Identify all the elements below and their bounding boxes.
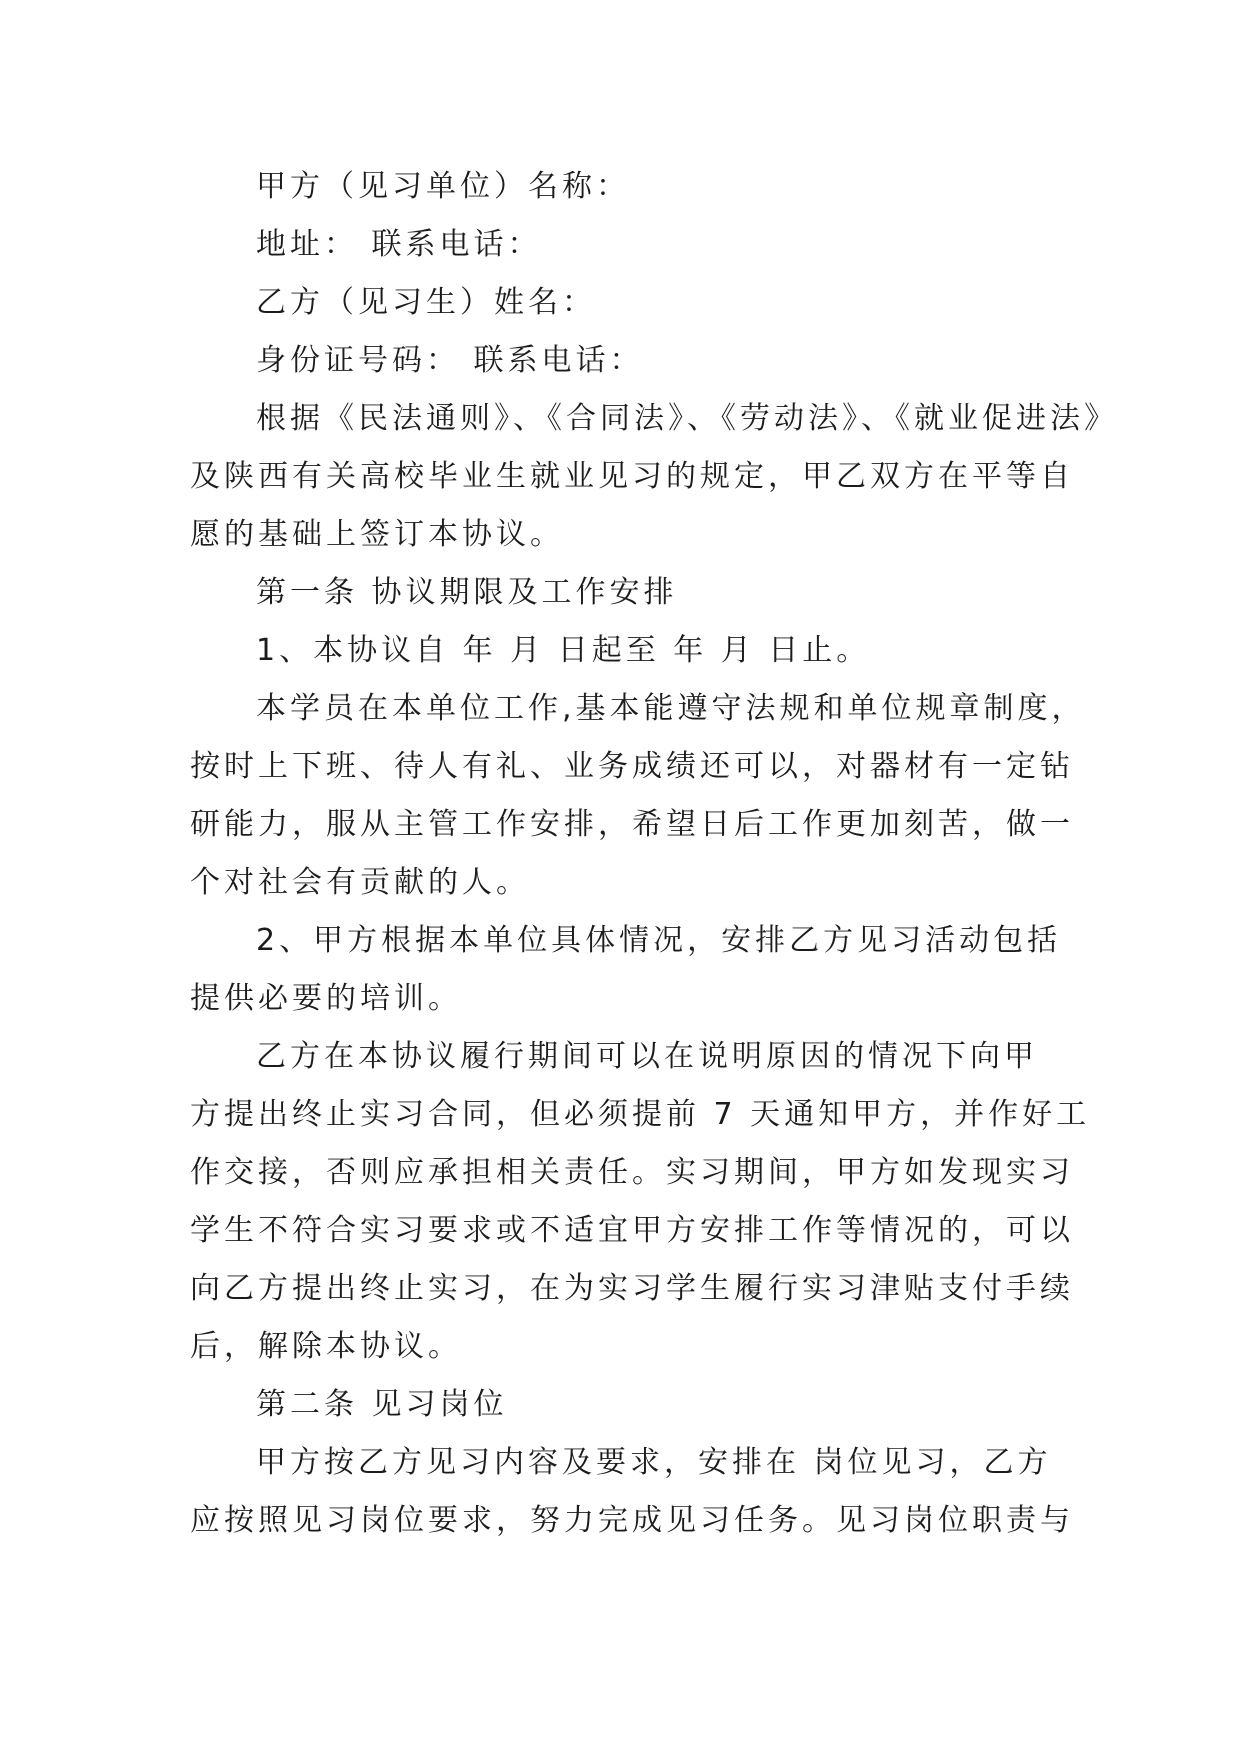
paragraph-line: 方提出终止实习合同，但必须提前 7 天通知甲方，并作好工 [190, 1097, 1091, 1132]
paragraph-line: 提供必要的培训。 [190, 981, 462, 1016]
paragraph-line: 按时上下班、待人有礼、业务成绩还可以，对器材有一定钻 [190, 749, 1074, 784]
paragraph-line: 甲方按乙方见习内容及要求，安排在 岗位见习，乙方 [256, 1445, 1052, 1480]
paragraph-line: 研能力，服从主管工作安排，希望日后工作更加刻苦，做一 [190, 807, 1074, 842]
paragraph-line: 后，解除本协议。 [190, 1329, 462, 1364]
party-b-name-field: 乙方（见习生）姓名： [256, 285, 596, 320]
paragraph-line: 学生不符合实习要求或不适宜甲方安排工作等情况的，可以 [190, 1213, 1074, 1248]
article-1-item-1: 1、本协议自 年 月 日起至 年 月 日止。 [256, 633, 871, 668]
party-a-address-phone-field: 地址： 联系电话： [256, 227, 542, 262]
article-2-title: 第二条 见习岗位 [256, 1387, 508, 1422]
article-2-body [190, 1434, 1074, 1550]
article-1-title: 第一条 协议期限及工作安排 [256, 575, 678, 610]
termination-paragraph [190, 1028, 1091, 1376]
party-b-id-phone-field: 身份证号码： 联系电话： [256, 343, 644, 378]
paragraph-line: 及陕西有关高校毕业生就业见习的规定，甲乙双方在平等自 [190, 459, 1074, 494]
paragraph-line: 个对社会有贡献的人。 [190, 865, 530, 900]
paragraph-line: 本学员在本单位工作,基本能遵守法规和单位规章制度， [256, 691, 1086, 726]
party-a-name-field: 甲方（见习单位）名称： [256, 169, 630, 204]
article-1-item-2 [190, 912, 1062, 1028]
paragraph-line: 2、甲方根据本单位具体情况，安排乙方见习活动包括 [256, 923, 1062, 958]
preamble-paragraph [190, 390, 1118, 564]
evaluation-paragraph [190, 680, 1086, 912]
paragraph-line: 向乙方提出终止实习，在为实习学生履行实习津贴支付手续 [190, 1271, 1074, 1306]
paragraph-line: 应按照见习岗位要求，努力完成见习任务。见习岗位职责与 [190, 1503, 1074, 1538]
paragraph-line: 作交接，否则应承担相关责任。实习期间，甲方如发现实习 [190, 1155, 1074, 1190]
paragraph-line: 乙方在本协议履行期间可以在说明原因的情况下向甲 [256, 1039, 1038, 1074]
document-body [190, 158, 1118, 1550]
paragraph-line: 愿的基础上签订本协议。 [190, 517, 564, 552]
paragraph-line: 根据《民法通则》、《合同法》、《劳动法》、《就业促进法》 [256, 401, 1118, 436]
